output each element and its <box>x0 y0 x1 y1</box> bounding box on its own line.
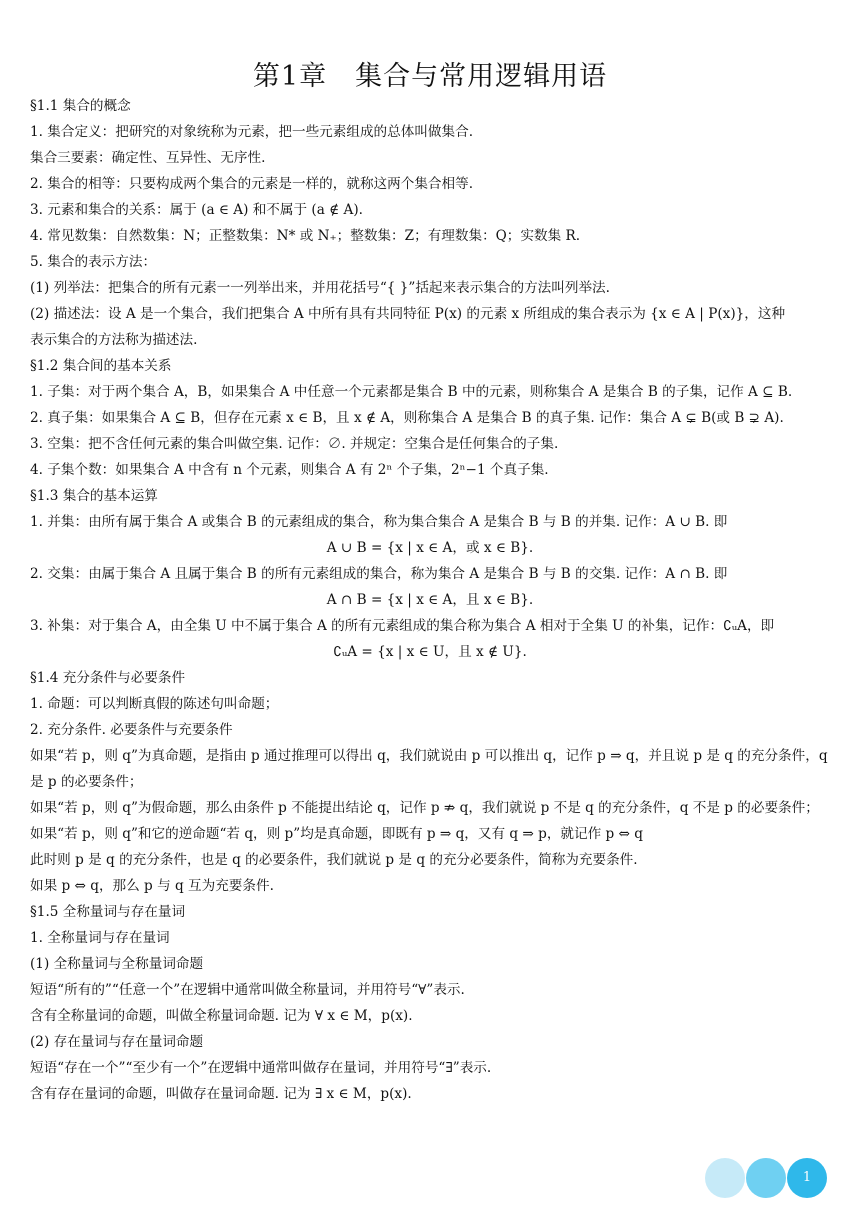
formula-complement: ∁ᵤA = {x | x ∈ U，且 x ∉ U}. <box>333 644 527 660</box>
text-line: 是 p 的必要条件； <box>30 774 143 790</box>
text-line: 2. 真子集：如果集合 A ⊆ B，但存在元素 x ∈ B，且 x ∉ A，则称集合 A 是集合 B 的真子集. 记作：集合 A ⊊ B(或 B ⊋ A). <box>30 410 784 426</box>
text-line: 2. 交集：由属于集合 A 且属于集合 B 的所有元素组成的集合，称为集合 A 是集合 B 与 B 的交集. 记作：A ∩ B. 即 <box>30 566 728 582</box>
text-line: 4. 子集个数：如果集合 A 中含有 n 个元素，则集合 A 有 2ⁿ 个子集，2ⁿ−1 个真子集. <box>30 462 549 478</box>
section-heading-1-2: §1.2 集合间的基本关系 <box>30 358 172 374</box>
text-line: 3. 补集：对于集合 A，由全集 U 中不属于集合 A 的所有元素组成的集合称为集合 A 相对于全集 U 的补集，记作：∁ᵤA，即 <box>30 618 775 634</box>
text-line: 2. 集合的相等：只要构成两个集合的元素是一样的，就称这两个集合相等. <box>30 176 474 192</box>
text-line: 如果“若 p，则 q”为真命题，是指由 p 通过推理可以得出 q，我们就说由 p 可以推出 q，记作 p ⇒ q，并且说 p 是 q 的充分条件，q <box>30 748 828 764</box>
text-line: 含有存在量词的命题，叫做存在量词命题. 记为 ∃ x ∈ M，p(x). <box>30 1086 412 1102</box>
text-line: 如果 p ⇔ q，那么 p 与 q 互为充要条件. <box>30 878 274 894</box>
text-line: 如果“若 p，则 q”和它的逆命题“若 q，则 p”均是真命题，即既有 p ⇒ q，又有 q ⇒ p，就记作 p ⇔ q <box>30 826 643 842</box>
text-line: 短语“存在一个”“至少有一个”在逻辑中通常叫做存在量词，并用符号“∃”表示. <box>30 1060 492 1076</box>
text-line: 表示集合的方法称为描述法. <box>30 332 198 348</box>
decorative-circle-medium <box>746 1158 786 1198</box>
text-line: (1) 列举法：把集合的所有元素一一列举出来，并用花括号“{ }”括起来表示集合的方法叫列举法. <box>30 280 610 296</box>
text-line: 含有全称量词的命题，叫做全称量词命题. 记为 ∀ x ∈ M，p(x). <box>30 1008 413 1024</box>
text-line: 2. 充分条件. 必要条件与充要条件 <box>30 722 233 738</box>
section-heading-1-5: §1.5 全称量词与存在量词 <box>30 904 186 920</box>
section-heading-1-3: §1.3 集合的基本运算 <box>30 488 158 504</box>
section-heading-1-4: §1.4 充分条件与必要条件 <box>30 670 186 686</box>
text-line: 此时则 p 是 q 的充分条件，也是 q 的必要条件，我们就说 p 是 q 的充分必要条件，简称为充要条件. <box>30 852 638 868</box>
page-number: 1 <box>787 1158 827 1198</box>
text-line: (1) 全称量词与全称量词命题 <box>30 956 204 972</box>
content-body <box>30 93 830 1107</box>
text-line: 1. 全称量词与存在量词 <box>30 930 170 946</box>
text-line: 短语“所有的”“任意一个”在逻辑中通常叫做全称量词，并用符号“∀”表示. <box>30 982 465 998</box>
text-line: (2) 存在量词与存在量词命题 <box>30 1034 204 1050</box>
text-line: 4. 常见数集：自然数集：N；正整数集：N* 或 N₊；整数集：Z；有理数集：Q；实数集 R. <box>30 228 581 244</box>
page-footer <box>705 1158 829 1198</box>
section-heading-1-1: §1.1 集合的概念 <box>30 98 131 114</box>
text-line: 集合三要素：确定性、互异性、无序性. <box>30 150 266 166</box>
text-line: 如果“若 p，则 q”为假命题，那么由条件 p 不能提出结论 q，记作 p ⇏ q，我们就说 p 不是 q 的充分条件，q 不是 p 的必要条件； <box>30 800 819 816</box>
decorative-circle-light <box>705 1158 745 1198</box>
text-line: 3. 空集：把不含任何元素的集合叫做空集. 记作：∅. 并规定：空集合是任何集合的子集. <box>30 436 559 452</box>
text-line: 1. 并集：由所有属于集合 A 或集合 B 的元素组成的集合，称为集合集合 A 是集合 B 与 B 的并集. 记作：A ∪ B. 即 <box>30 514 728 530</box>
text-line: 1. 命题：可以判断真假的陈述句叫命题； <box>30 696 279 712</box>
text-line: 1. 子集：对于两个集合 A，B，如果集合 A 中任意一个元素都是集合 B 中的元素，则称集合 A 是集合 B 的子集，记作 A ⊆ B. <box>30 384 793 400</box>
formula-intersection: A ∩ B = {x | x ∈ A，且 x ∈ B}. <box>326 592 534 608</box>
chapter-title: 第1章 集合与常用逻辑用语 <box>252 61 608 92</box>
text-line: (2) 描述法：设 A 是一个集合，我们把集合 A 中所有具有共同特征 P(x) 的元素 x 所组成的集合表示为 {x ∈ A | P(x)}，这种 <box>30 306 786 322</box>
text-line: 5. 集合的表示方法： <box>30 254 157 270</box>
text-line: 3. 元素和集合的关系：属于 (a ∈ A) 和不属于 (a ∉ A). <box>30 202 363 218</box>
formula-union: A ∪ B = {x | x ∈ A，或 x ∈ B}. <box>326 540 534 556</box>
text-line: 1. 集合定义：把研究的对象统称为元素，把一些元素组成的总体叫做集合. <box>30 124 474 140</box>
